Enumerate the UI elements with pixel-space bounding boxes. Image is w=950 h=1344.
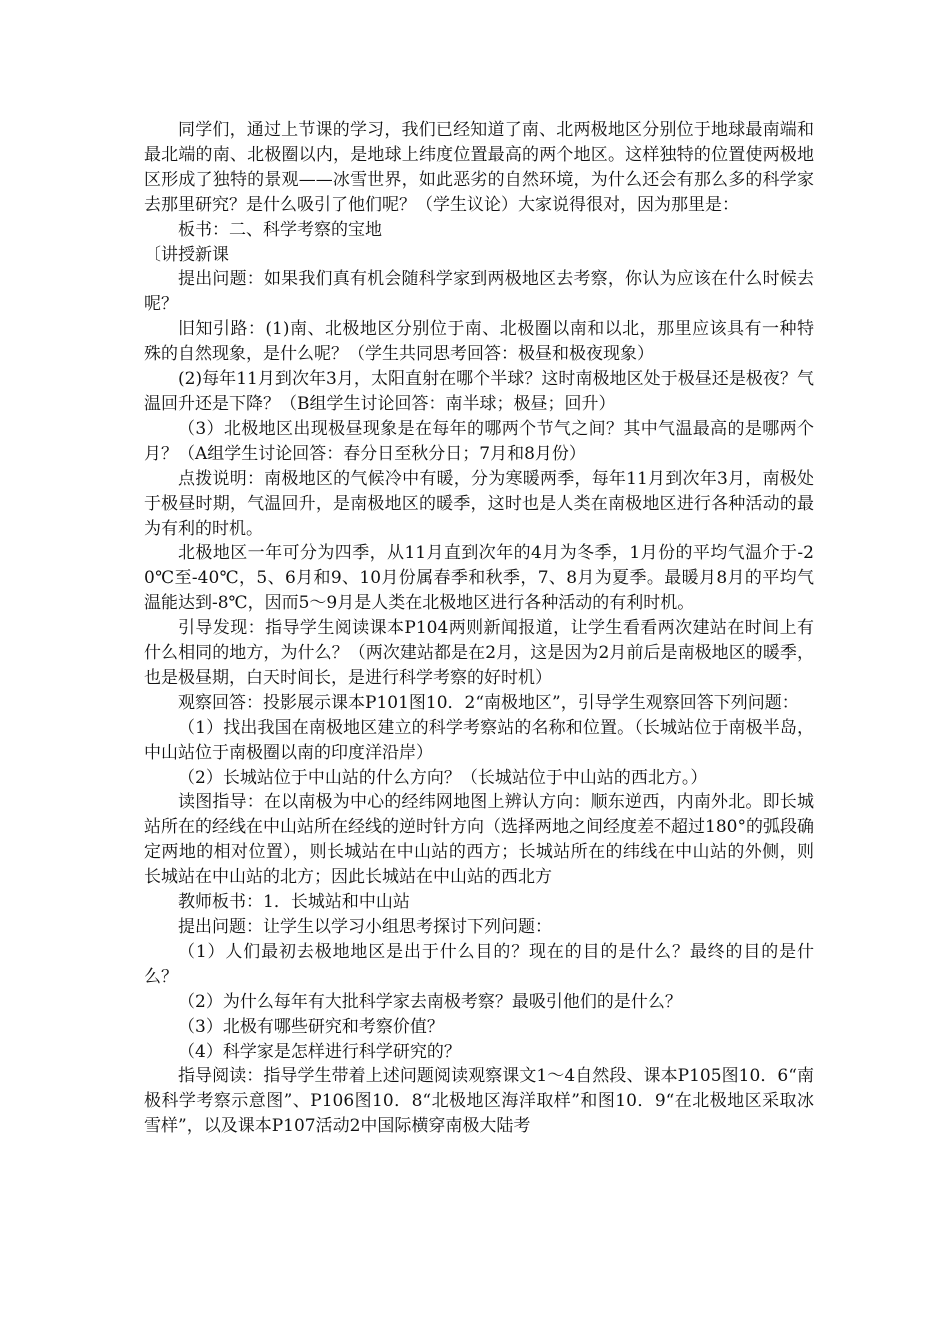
paragraph-discussion-q1: （1）人们最初去极地地区是出于什么目的？现在的目的是什么？最终的目的是什么？ xyxy=(144,941,814,987)
paragraph-explanation-antarctic: 点拨说明：南极地区的气候冷中有暖，分为寒暖两季，每年11月到次年3月，南极处于极昼时期，气温回升，是南极地区的暖季，这时也是人类在南极地区进行各种活动的最为有利的时机。 xyxy=(144,468,814,539)
document-page xyxy=(144,118,814,1139)
paragraph-observe-answer: 观察回答：投影展示课本P101图10．2“南极地区”，引导学生观察回答下列问题： xyxy=(178,692,799,713)
paragraph-prior-knowledge-1: 旧知引路：(1)南、北极地区分别位于南、北极圈以南和以北，那里应该具有一种特殊的自然现象，是什么呢？（学生共同思考回答：极昼和极夜现象） xyxy=(144,319,814,365)
paragraph-observe-q1: （1）找出我国在南极地区建立的科学考察站的名称和位置。（长城站位于南极半岛，中山站位于南极圈以南的印度洋沿岸） xyxy=(144,717,814,763)
paragraph-board-stations: 教师板书：1．长城站和中山站 xyxy=(178,892,410,913)
paragraph-intro: 同学们，通过上节课的学习，我们已经知道了南、北两极地区分别位于地球最南端和最北端的南、北极圈以内，是地球上纬度位置最高的两个地区。这样独特的位置使两极地区形成了独特的景观——冰雪世界，如此恶劣的自然环境，为什么还会有那么多的科学家去那里研究？是什么吸引了他们呢？（学生议论）大家说得很对，因为那里是： xyxy=(144,120,814,215)
paragraph-discussion-q4: （4）科学家是怎样进行科学研究的？ xyxy=(178,1041,461,1062)
paragraph-explanation-arctic: 北极地区一年可分为四季，从11月直到次年的4月为冬季，1月份的平均气温介于-20℃至-40℃，5、6月和9、10月份属春季和秋季，7、8月为夏季。最暖月8月的平均气温能达到-8℃，因而5～9月是人类在北极地区进行各种活动的有利时机。 xyxy=(144,543,814,614)
paragraph-guided-reading: 指导阅读：指导学生带着上述问题阅读观察课文1～4自然段、课本P105图10．6“南极科学考察示意图”、P106图10．8“北极地区海洋取样”和图10．9“在北极地区采取冰雪样”，以及课本P107活动2中国际横穿南极大陆考 xyxy=(144,1066,814,1137)
paragraph-observe-q2: （2）长城站位于中山站的什么方向？（长城站位于中山站的西北方。） xyxy=(178,767,708,788)
paragraph-discussion-prompt: 提出问题：让学生以学习小组思考探讨下列问题： xyxy=(178,917,552,937)
paragraph-discussion-q3: （3）北极有哪些研究和考察价值？ xyxy=(178,1016,444,1037)
paragraph-question: 提出问题：如果我们真有机会随科学家到两极地区去考察，你认为应该在什么时候去呢？ xyxy=(144,269,814,315)
paragraph-section-new-lesson: 〔讲授新课 xyxy=(144,244,229,265)
paragraph-map-reading: 读图指导：在以南极为中心的经纬网地图上辨认方向：顺东逆西，内南外北。即长城站所在的经线在中山站所在经线的逆时针方向（选择两地之间经度差不超过180°的弧段确定两地的相对位置），则长城站在中山站的西方；长城站所在的纬线在中山站的外侧，则长城站在中山站的北方；因此长城站在中山站的西北方 xyxy=(144,792,814,888)
paragraph-guided-discovery: 引导发现：指导学生阅读课本P104两则新闻报道，让学生看看两次建站在时间上有什么相同的地方，为什么？（两次建站都是在2月，这是因为2月前后是南极地区的暖季，也是极昼期，白天时间长，是进行科学考察的好时机） xyxy=(144,618,814,688)
paragraph-discussion-q2: （2）为什么每年有大批科学家去南极考察？最吸引他们的是什么？ xyxy=(178,991,682,1012)
paragraph-board-title: 板书：二、科学考察的宝地 xyxy=(178,219,382,240)
paragraph-prior-knowledge-2: (2)每年11月到次年3月，太阳直射在哪个半球？这时南极地区处于极昼还是极夜？气温回升还是下降？（B组学生讨论回答：南半球；极昼；回升） xyxy=(144,369,814,414)
paragraph-prior-knowledge-3: （3）北极地区出现极昼现象是在每年的哪两个节气之间？其中气温最高的是哪两个月？（A组学生讨论回答：春分日至秋分日；7月和8月份） xyxy=(144,418,814,464)
